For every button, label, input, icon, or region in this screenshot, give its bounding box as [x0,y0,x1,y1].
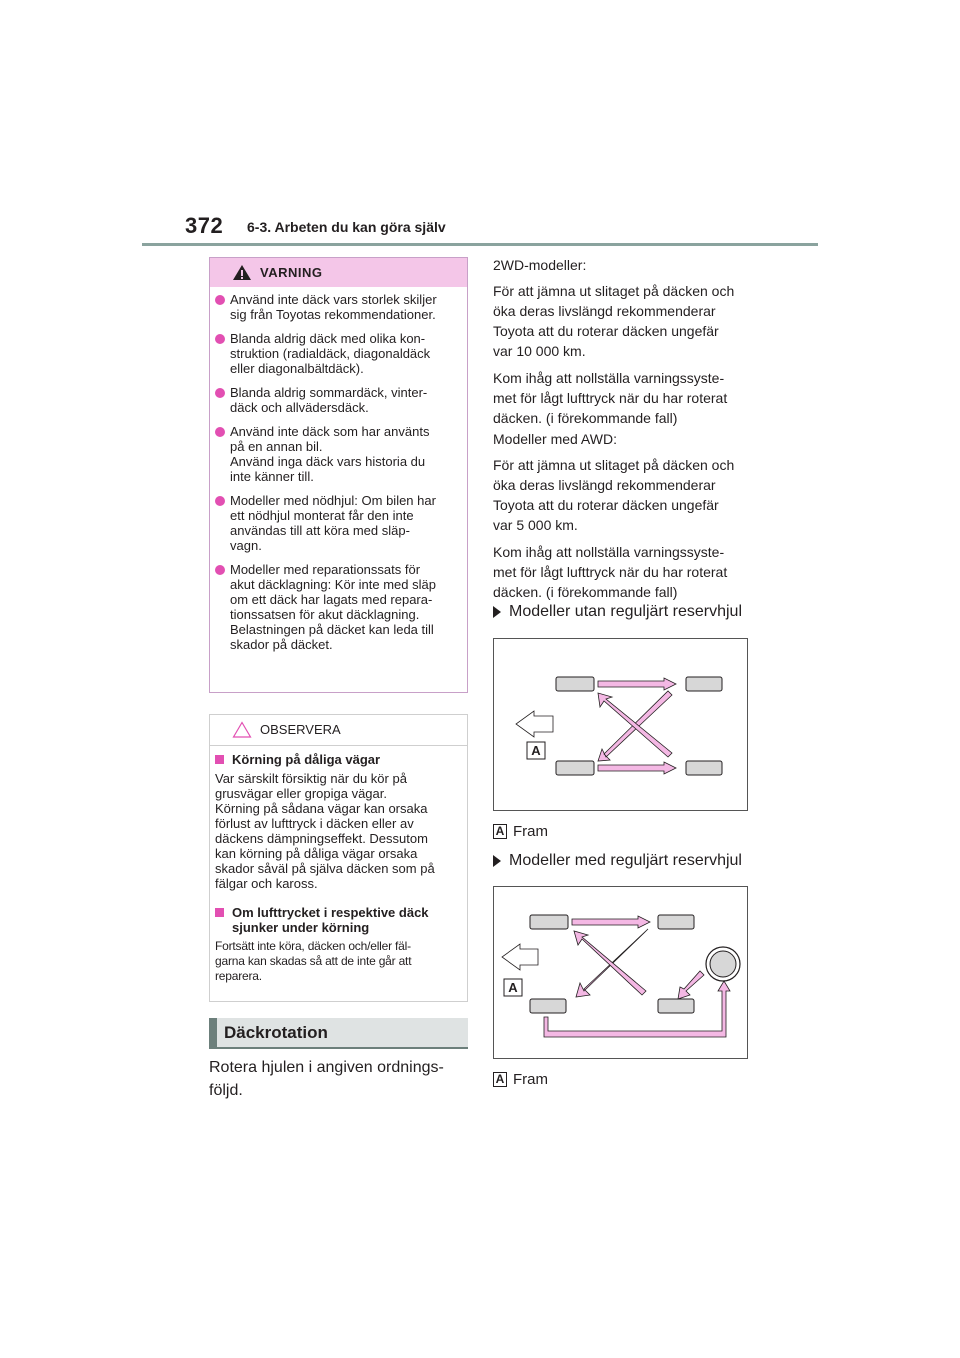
list-item-with-spare: Modeller med reguljärt reservhjul [493,852,742,870]
notice-title: OBSERVERA [260,722,341,737]
heading-bar [209,1018,217,1049]
warning-header [210,258,467,287]
triangle-bullet-icon [493,606,501,618]
rotation-diagram-graphic [494,887,749,1060]
notice-box [209,714,468,1002]
warning-item: Blanda aldrig sommardäck, vinter- däck och allvädersdäck. [212,385,459,415]
warning-box [209,257,468,693]
paragraph-2wd-reset: Kom ihåg att nollställa varningssyste- met för lågt lufttryck när du har roterat däcken. (i förekommande fall) [493,370,728,426]
header-rule [142,243,818,246]
warning-title: VARNING [260,265,323,280]
list-item-no-spare: Modeller utan reguljärt reservhjul [493,603,742,621]
key-badge: A [493,1072,507,1087]
notice-text: Fortsätt inte köra, däcken och/eller fäl- garna kan skadas så att de inte går att reparera. [215,939,412,983]
notice-heading: Körning på dåliga vägar [214,752,459,767]
warning-item: Använd inte däck som har använts på en annan bil. Använd inga däck vars historia du inte känner till. [212,424,459,484]
notice-header [210,715,467,746]
notice-text: Var särskilt försiktig när du kör på grusvägar eller gropiga vägar. Körning på sådana vägar kan orsaka förlust av lufttryck i däcken eller av däckens dämpningseffekt. Dessutom kan körning på dåliga vägar orsaka skador såväl på själva däcken som på fälgar och kaross. [215,771,435,891]
key-badge: A [493,824,507,839]
section-title: 6-3. Arbeten du kan göra själv [247,219,446,235]
warning-item: Blanda aldrig däck med olika kon- struktion (radialdäck, diagonaldäck eller diagonalbältdäck). [212,331,459,376]
triangle-bullet-icon [493,855,501,867]
bullet-square-icon [215,908,224,917]
key-label: Fram [513,1071,548,1088]
paragraph-awd-heading: Modeller med AWD: [493,431,617,447]
caution-triangle-icon [232,721,252,738]
bullet-dot-icon [215,388,225,398]
rotation-diagram-with-spare [493,886,748,1059]
warning-item: Modeller med nödhjul: Om bilen har ett nödhjul monterat får den inte användas till att köra med släp- vagn. [212,493,459,553]
bullet-dot-icon [215,565,225,575]
notice-heading: Om lufttrycket i respektive däck sjunker under körning [214,905,459,935]
rotation-intro: Rotera hjulen i angiven ordnings- följd. [209,1059,444,1099]
warning-item: Modeller med reparationssats för akut däcklagning: Kör inte med släp om ett däck har lagats med repara- tionssatsen för akut däcklagning. Belastningen på däcket kan leda till skador på däcket. [212,562,459,652]
bullet-dot-icon [215,295,225,305]
key-letter-a: A [531,743,541,758]
section-heading: Däckrotation [209,1018,468,1049]
paragraph-awd-reset: Kom ihåg att nollställa varningssyste- met för lågt lufttryck när du har roterat däcken. (i förekommande fall) [493,544,728,600]
bullet-square-icon [215,755,224,764]
paragraph-awd-interval: För att jämna ut slitaget på däcken och öka deras livslängd rekommenderar Toyota att du roterar däcken ungefär var 5 000 km. [493,457,735,533]
warning-item: Använd inte däck vars storlek skiljer sig från Toyotas rekommendationer. [212,292,459,322]
page-number: 372 [185,213,224,238]
warning-list [210,287,467,652]
bullet-dot-icon [215,334,225,344]
rotation-diagram-graphic [494,639,749,812]
rotation-diagram-no-spare [493,638,748,811]
paragraph-2wd-heading: 2WD-modeller: [493,257,587,273]
warning-triangle-icon [232,264,252,281]
bullet-dot-icon [215,427,225,437]
key-letter-a: A [508,980,518,995]
key-label: Fram [513,823,548,840]
paragraph-2wd-interval: För att jämna ut slitaget på däcken och öka deras livslängd rekommenderar Toyota att du roterar däcken ungefär var 10 000 km. [493,283,735,359]
bullet-dot-icon [215,496,225,506]
